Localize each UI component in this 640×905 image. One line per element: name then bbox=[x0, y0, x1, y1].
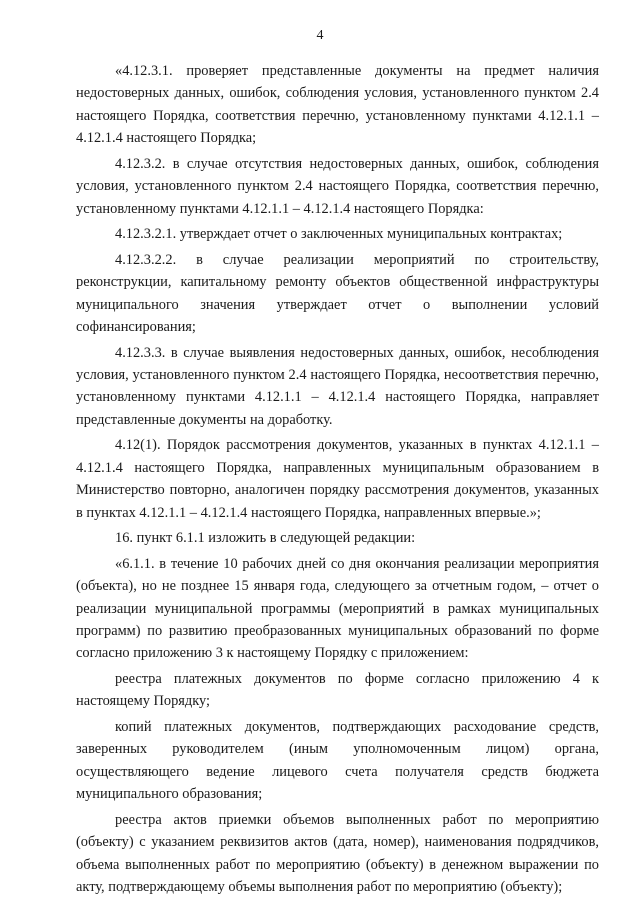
paragraph-4-12-3-3: 4.12.3.3. в случае выявления недостоверных данных, ошибок, несоблюдения условия, установленного пунктом 2.4 настоящего Порядка, несоответствия перечню, установленному пунктами 4.12.1.1 – 4.12.1.4 настоящего Порядка, направляет представленные документы на доработку. bbox=[76, 344, 599, 428]
page-number: 4 bbox=[316, 28, 324, 43]
paragraph-4-12-3-2-1: 4.12.3.2.1. утверждает отчет о заключенных муниципальных контрактах; bbox=[115, 226, 563, 243]
paragraph-item-16: 16. пункт 6.1.1 изложить в следующей редакции: bbox=[115, 530, 416, 547]
paragraph-4-12-3-1: «4.12.3.1. проверяет представленные документы на предмет наличия недостоверных данных, ошибок, соблюдения условия, установленного пунктом 2.4 настоящего Порядка, соответствия перечню, установленному пунктами 4.12.1.1 – 4.12.1.4 настоящего Порядка; bbox=[76, 63, 599, 147]
paragraph-payment-registry: реестра платежных документов по форме согласно приложению 4 к настоящему Порядку; bbox=[76, 671, 599, 710]
paragraph-4-12-3-2: 4.12.3.2. в случае отсутствия недостоверных данных, ошибок, соблюдения условия, установленного пунктом 2.4 настоящего Порядка, соответствия перечню, установленному пунктами 4.12.1.1 – 4.12.1.4 настоящего Порядка: bbox=[76, 155, 599, 217]
paragraph-4-12-3-2-2: 4.12.3.2.2. в случае реализации мероприятий по строительству, реконструкции, капитальному ремонту объектов общественной инфраструктуры муниципального значения утверждает отчет о выполнении условий софинансирования; bbox=[76, 251, 599, 336]
document-body bbox=[76, 60, 599, 902]
paragraph-4-12-1: 4.12(1). Порядок рассмотрения документов, указанных в пунктах 4.12.1.1 – 4.12.1.4 настоящего Порядка, направленных муниципальным образованием в Министерство повторно, аналогичен порядку рассмотрения документов, указанных в пунктах 4.12.1.1 – 4.12.1.4 настоящего Порядка, направленных впервые.»; bbox=[76, 437, 599, 521]
paragraph-6-1-1: «6.1.1. в течение 10 рабочих дней со дня окончания реализации мероприятия (объекта), но не позднее 15 января года, следующего за отчетным годом, – отчет о реализации муниципальной программы (мероприятий в рамках муниципальных программ) по развитию преобразованных муниципальных образований по форме согласно приложению 3 к настоящему Порядку с приложением: bbox=[76, 555, 599, 662]
paragraph-acceptance-registry: реестра актов приемки объемов выполненных работ по мероприятию (объекту) с указанием реквизитов актов (дата, номер), наименования подрядчиков, объема выполненных работ по мероприятию (объекту) в денежном выражении по акту, подтверждающему объемы выполнения работ по мероприятию (объекту); bbox=[76, 811, 599, 896]
paragraph-payment-copies: копий платежных документов, подтверждающих расходование средств, заверенных руководителем (иным уполномоченным лицом) органа, осуществляющего ведение лицевого счета получателя средств бюджета муниципального образования; bbox=[76, 719, 599, 803]
